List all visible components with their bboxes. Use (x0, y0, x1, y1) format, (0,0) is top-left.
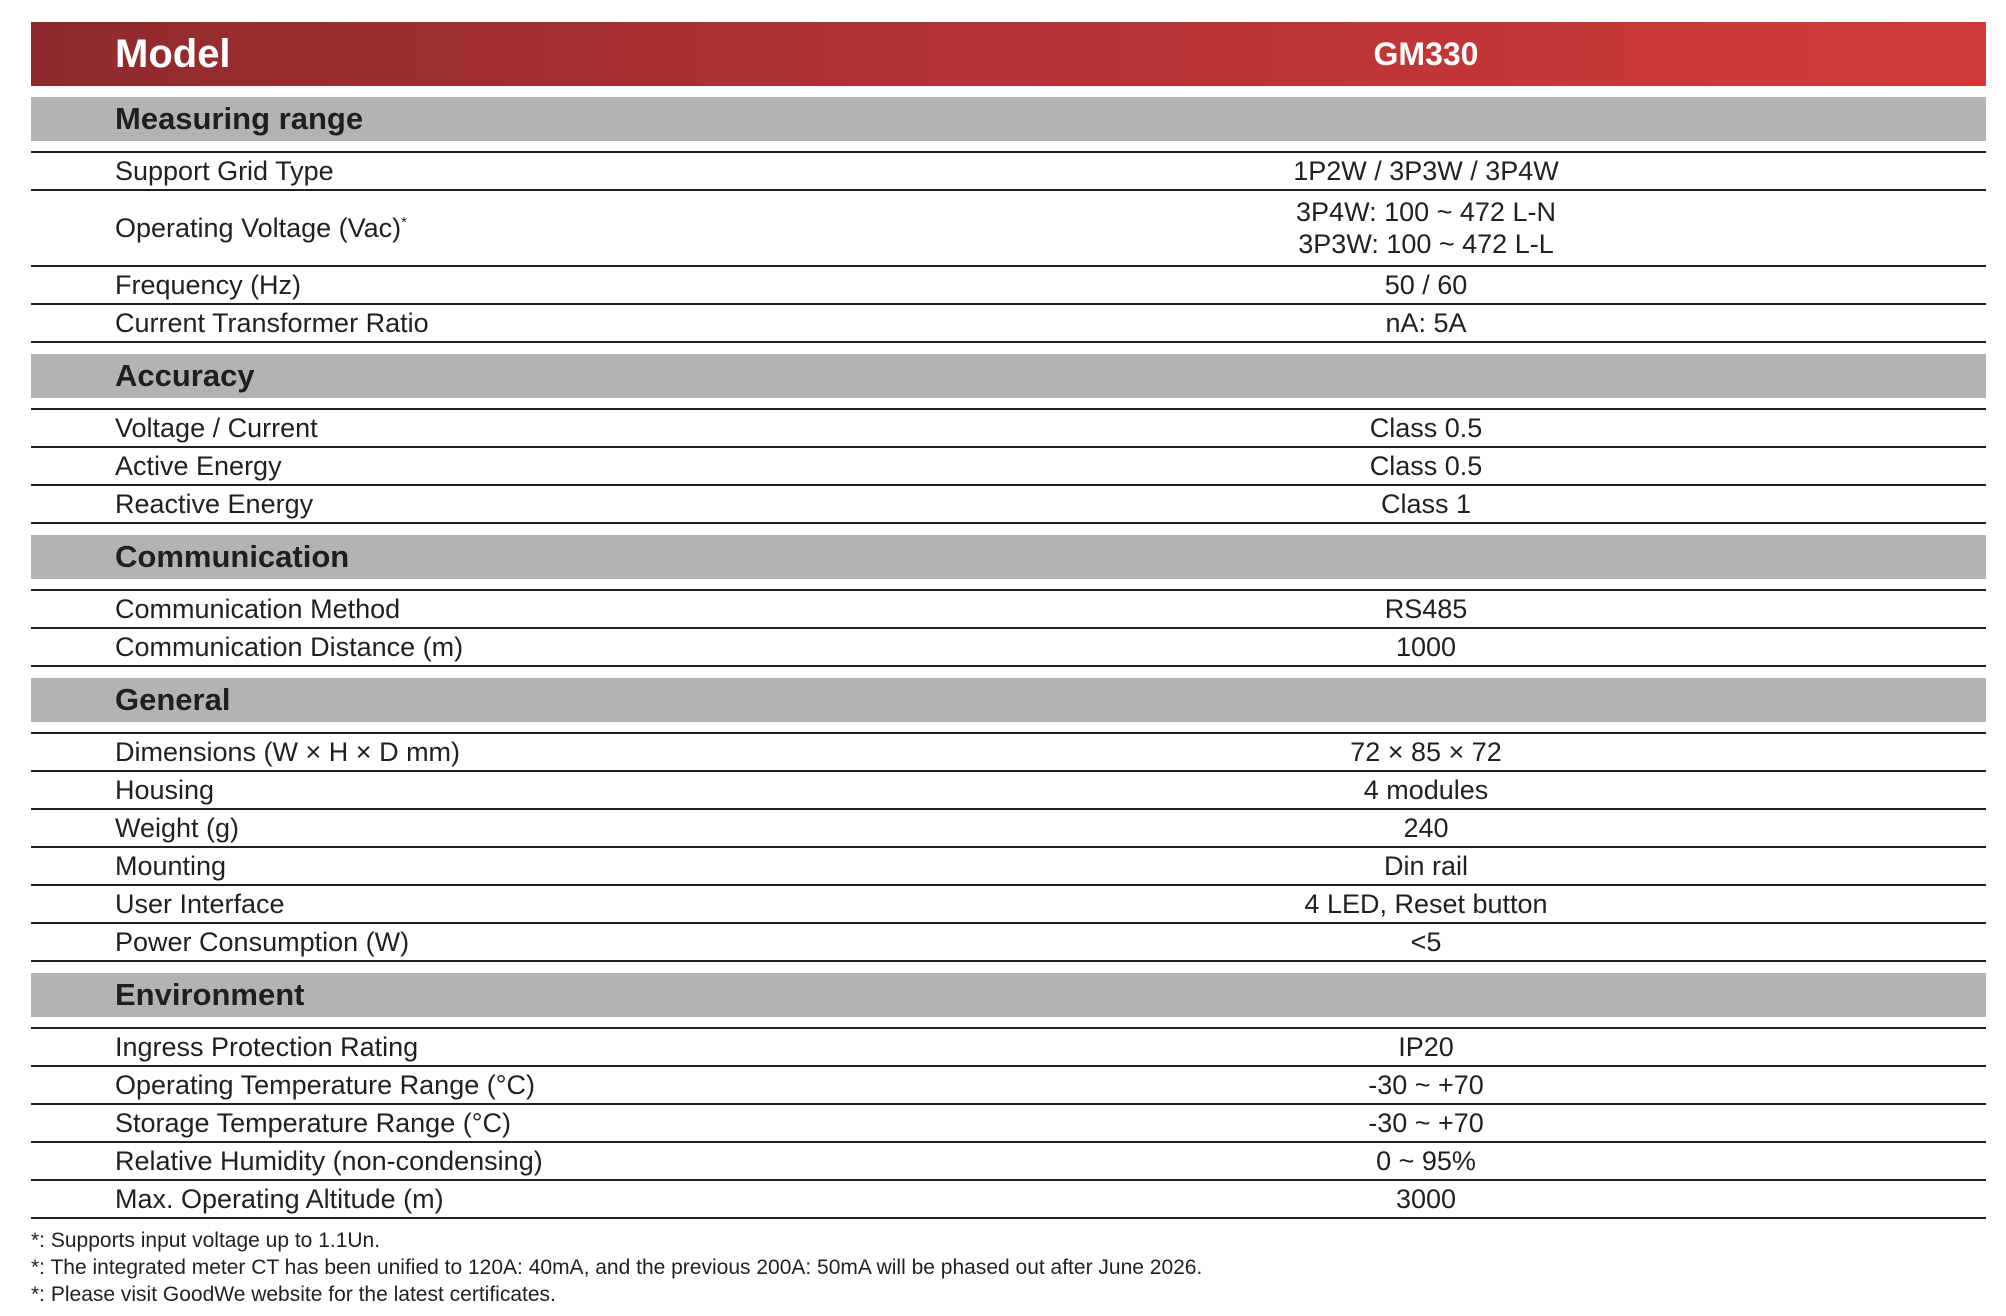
spec-label-text: Current Transformer Ratio (115, 307, 429, 338)
spec-label-text: Weight (g) (115, 812, 240, 843)
spec-label-text: Max. Operating Altitude (m) (115, 1183, 444, 1214)
spec-row (31, 924, 1986, 962)
spec-value: Class 1 (1380, 489, 1472, 519)
section-title: Environment (31, 973, 1986, 1017)
section-divider (31, 141, 1986, 153)
spec-value: Class 0.5 (1369, 451, 1483, 481)
section-measuring-range (31, 97, 1986, 343)
spec-value: 0 ~ 95% (1376, 1146, 1476, 1176)
spec-label-text: Communication Distance (m) (115, 631, 464, 662)
spec-label (31, 1146, 1051, 1177)
spec-row (31, 410, 1986, 448)
spec-label-text: Frequency (Hz) (115, 269, 302, 300)
spec-label (31, 451, 1051, 482)
footnote-line: *: Supports input voltage up to 1.1Un. (31, 1229, 381, 1252)
spec-row (31, 591, 1986, 629)
section-divider (31, 1017, 1986, 1029)
model-label: Model (115, 31, 231, 76)
footnotes (31, 1227, 1986, 1308)
spec-row (31, 886, 1986, 924)
spec-label-text: Ingress Protection Rating (115, 1031, 419, 1062)
spec-value: 4 modules (1363, 775, 1489, 805)
spec-row (31, 1067, 1986, 1105)
spec-value: <5 (1410, 927, 1442, 957)
spec-row (31, 772, 1986, 810)
spec-value: 1P2W / 3P3W / 3P4W (1293, 156, 1559, 186)
spec-sections (31, 97, 1986, 1219)
spec-label (31, 213, 1051, 244)
spec-row (31, 1143, 1986, 1181)
spec-row (31, 267, 1986, 305)
spec-row (31, 629, 1986, 667)
spec-label-text: Communication Method (115, 593, 401, 624)
model-header-row (31, 22, 1986, 86)
footnote-line: *: The integrated meter CT has been unified to 120A: 40mA, and the previous 200A: 50mA will be phased out after June 2026. (31, 1256, 1203, 1279)
spec-value-line: 3P4W: 100 ~ 472 L-N (1296, 197, 1556, 227)
spec-row (31, 810, 1986, 848)
spec-value: 240 (1403, 813, 1449, 843)
spec-label (31, 632, 1051, 663)
spec-label-text: Reactive Energy (115, 488, 314, 519)
section-divider (31, 579, 1986, 591)
spec-row (31, 734, 1986, 772)
spec-value: RS485 (1384, 594, 1468, 624)
section-title: Communication (31, 535, 1986, 579)
spec-label-text: User Interface (115, 888, 285, 919)
spec-value: -30 ~ +70 (1368, 1108, 1484, 1138)
spec-label-text: Operating Temperature Range (°C) (115, 1069, 536, 1100)
footnote-line: *: Please visit GoodWe website for the latest certificates. (31, 1283, 556, 1306)
spec-sheet (31, 22, 1986, 1308)
spec-label (31, 851, 1051, 882)
spec-row (31, 486, 1986, 524)
spec-label (31, 413, 1051, 444)
spec-label-text: Storage Temperature Range (°C) (115, 1107, 511, 1138)
section-general (31, 678, 1986, 962)
spec-label-text: Dimensions (W × H × D mm) (115, 736, 461, 767)
section-title: Measuring range (31, 97, 1986, 141)
spec-value: IP20 (1398, 1032, 1454, 1062)
spec-label (31, 1108, 1051, 1139)
spec-value: 3000 (1395, 1184, 1457, 1214)
spec-value: Din rail (1383, 851, 1469, 881)
spec-label (31, 156, 1051, 187)
spec-label (31, 1070, 1051, 1101)
section-communication (31, 535, 1986, 667)
spec-row (31, 191, 1986, 267)
spec-label-text: Voltage / Current (115, 412, 318, 443)
spec-value: 4 LED, Reset button (1304, 889, 1548, 919)
spec-value: -30 ~ +70 (1368, 1070, 1484, 1100)
spec-value-line: 3P3W: 100 ~ 472 L-L (1298, 229, 1554, 259)
spec-label (31, 1184, 1051, 1215)
spec-row (31, 848, 1986, 886)
section-divider (31, 722, 1986, 734)
section-title: Accuracy (31, 354, 1986, 398)
spec-value: 50 / 60 (1384, 270, 1468, 300)
spec-row (31, 153, 1986, 191)
spec-label-text: Relative Humidity (non-condensing) (115, 1145, 543, 1176)
spec-label-text: Power Consumption (W) (115, 926, 410, 957)
spec-label (31, 813, 1051, 844)
spec-label (31, 737, 1051, 768)
spec-value (1051, 196, 1801, 260)
spec-row (31, 448, 1986, 486)
spec-label-text: Operating Voltage (Vac) (115, 212, 402, 243)
spec-label (31, 594, 1051, 625)
spec-label-text: Active Energy (115, 450, 282, 481)
spec-label (31, 889, 1051, 920)
spec-label (31, 927, 1051, 958)
spec-label (31, 270, 1051, 301)
spec-value: 1000 (1395, 632, 1457, 662)
spec-label (31, 308, 1051, 339)
section-environment (31, 973, 1986, 1219)
spec-label-text: Support Grid Type (115, 155, 334, 186)
spec-label-text: Mounting (115, 850, 227, 881)
spec-label (31, 775, 1051, 806)
footnote-marker: * (401, 213, 408, 231)
spec-value: nA: 5A (1385, 308, 1467, 338)
section-accuracy (31, 354, 1986, 524)
spec-label (31, 489, 1051, 520)
spec-value: 72 × 85 × 72 (1350, 737, 1502, 767)
section-title: General (31, 678, 1986, 722)
spec-label-text: Housing (115, 774, 215, 805)
spec-row (31, 1105, 1986, 1143)
spec-value: Class 0.5 (1369, 413, 1483, 443)
spec-row (31, 1029, 1986, 1067)
spec-row (31, 305, 1986, 343)
model-value: GM330 (1373, 35, 1479, 72)
spec-row (31, 1181, 1986, 1219)
spec-label (31, 1032, 1051, 1063)
section-divider (31, 398, 1986, 410)
